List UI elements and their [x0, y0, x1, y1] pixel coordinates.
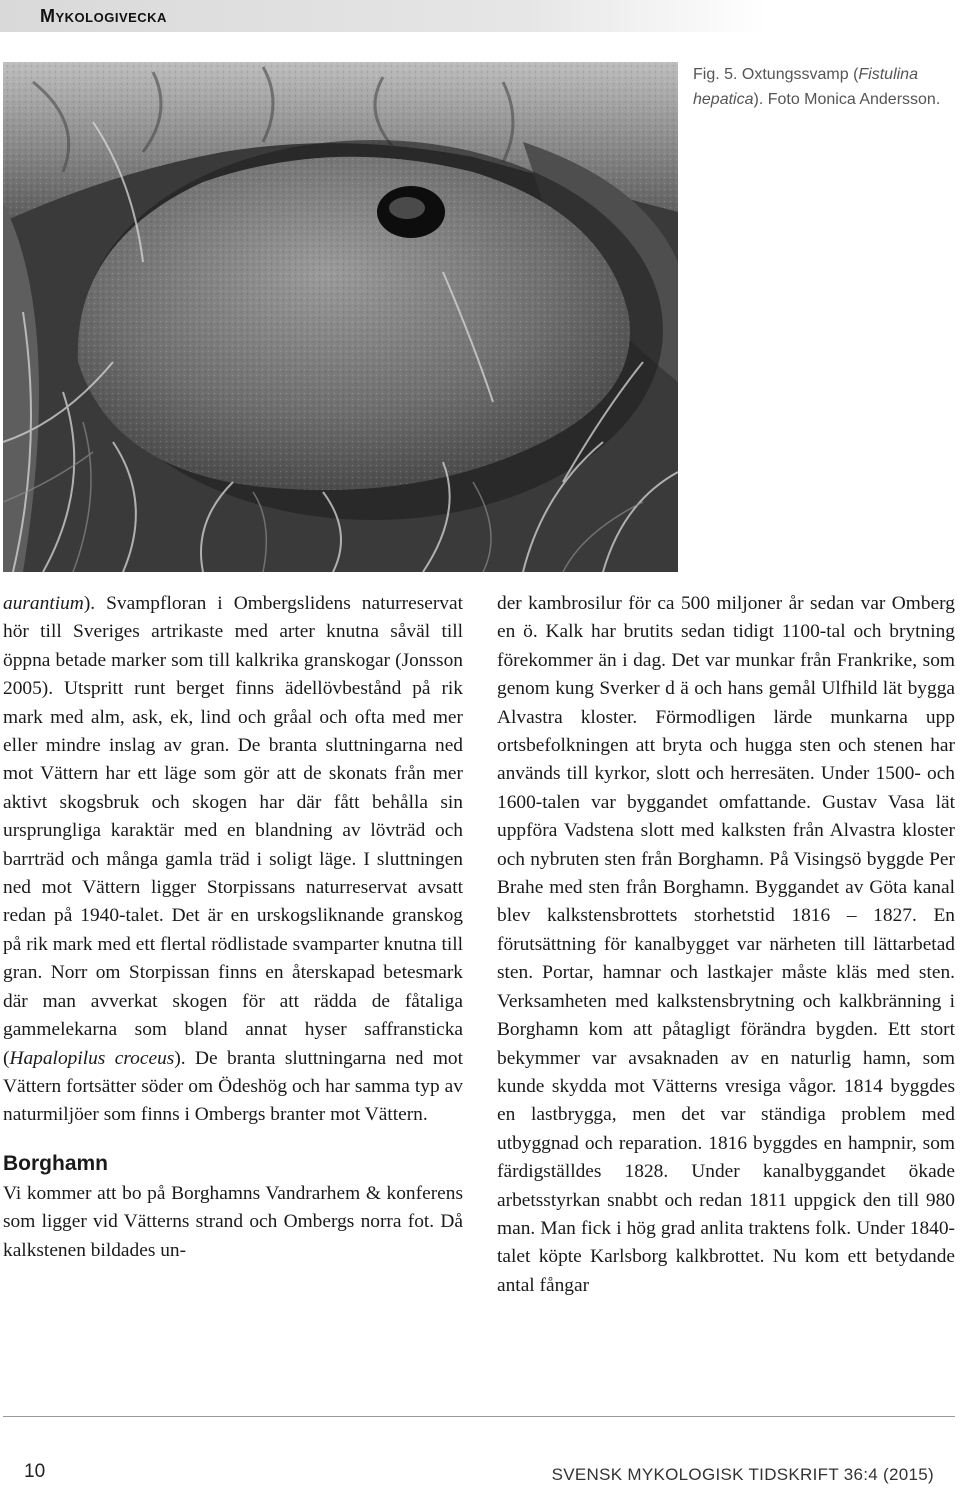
section-title: Mykologivecka [40, 6, 167, 26]
left-paragraph-1-text-end: ). De branta sluttningarna ned mot Vättern fortsätter söder om Ödeshög och har samma typ av naturmiljöer som finns i Ombergs branter mot Vättern. [3, 1047, 463, 1126]
section-heading-borghamn: Borghamn [3, 1151, 108, 1175]
species-name-hapalopilus: Hapalopilus croceus [9, 1047, 175, 1069]
caption-text: Fig. 5. Oxtungssvamp ( [693, 66, 859, 83]
figure-caption [693, 62, 955, 112]
species-name-aurantium: aurantium [3, 593, 84, 614]
journal-title: SVENSK MYKOLOGISK TIDSKRIFT 36:4 (2015) [551, 1465, 934, 1484]
photo-illustration [3, 62, 678, 572]
mushroom-photo [3, 62, 678, 572]
footer-divider [3, 1416, 955, 1417]
left-paragraph-1 [3, 590, 463, 1130]
left-paragraph-2: Vi kommer att bo på Borghamns Vandrarhem & konferens som ligger vid Vätterns strand och Ombergs norra fot. Då kalkstenen bildades un- [3, 1182, 463, 1261]
caption-credit: ). Foto Monica Andersson. [753, 91, 941, 108]
section-header-bar [0, 0, 960, 32]
left-column [3, 590, 463, 1265]
left-paragraph-1-text: ). Svampfloran i Ombergslidens naturreservat hör till Sveriges artrikaste med arter knutna såväl till öppna betade marker som till kalkrika granskogar (Jonsson 2005). Utspritt runt berget finns ädellövbestånd på rik mark med alm, ask, ek, lind och gråal och ofta med mer eller mindre inslag av gran. De branta sluttningarna ned mot Vättern har ett läge som gör att de skonats från mer aktivt skogsbruk och skogen har där fått behålla sin ursprungliga karaktär med en blandning av lövträd och barrträd och många gamla träd i soligt läge. I sluttningen ned mot Vättern ligger Storpissans naturreservat avsatt redan på 1940-talet. Det är en urskogsliknande granskog på rik mark med ett flertal rödlistade svamparter knutna till gran. Norr om Storpissan finns en återskapad betesmark där man avverkat skogen för att rädda de fåtaliga gammelekarna som bland annat hyser saffransticka ( [3, 593, 463, 1069]
right-paragraph-1: der kambrosilur för ca 500 miljoner år sedan var Omberg en ö. Kalk har brutits sedan tidigt 1100-tal och brytning förekommer än i dag. Det var munkar från Frankrike, som genom kung Sverker d ä och hans gemål Ulfhild lät bygga Alvastra kloster. Förmodligen lärde munkarna upp ortsbefolkningen att bryta och hugga sten och stenen har används till kyrkor, slott och herresäten. Under 1500- och 1600-talen var byggandet omfattande. Gustav Vasa lät uppföra Vadstena slott med kalksten från Alvastra kloster och nybruten sten från Borghamn. På Visingsö byggde Per Brahe med sten från Borghamn. Byggandet av Göta kanal blev kalkstensbrottets storhetstid 1816 – 1827. En förutsättning för kanalbygget var närheten till lättarbetad sten. Portar, hamnar och lastkajer måste kläs med sten. Verksamheten med kalkstensbrytning och kalkbränning i Borghamn kom att påtagligt förändra bygden. Ett stort bekymmer var avsaknaden av en naturlig hamn, som kunde skydda mot Vätterns vresiga vågor. 1814 byggdes en lastbrygga, men det var ständiga problem med utbyggnad och reparation. 1816 byggdes en hampnir, som färdigställdes 1828. Under kanalbyggandet ökade arbetsstyrkan snabbt och redan 1811 uppgick den till 980 man. Man fick i hög grad anlita traktens folk. Under 1840-talet köpte Karlsborg kalkbrottet. Nu kom ett betydande antal fångar [497, 593, 955, 1296]
caption-species-name: Fistulina hepatica [693, 66, 918, 108]
right-column [497, 590, 955, 1300]
page-number: 10 [24, 1461, 46, 1482]
